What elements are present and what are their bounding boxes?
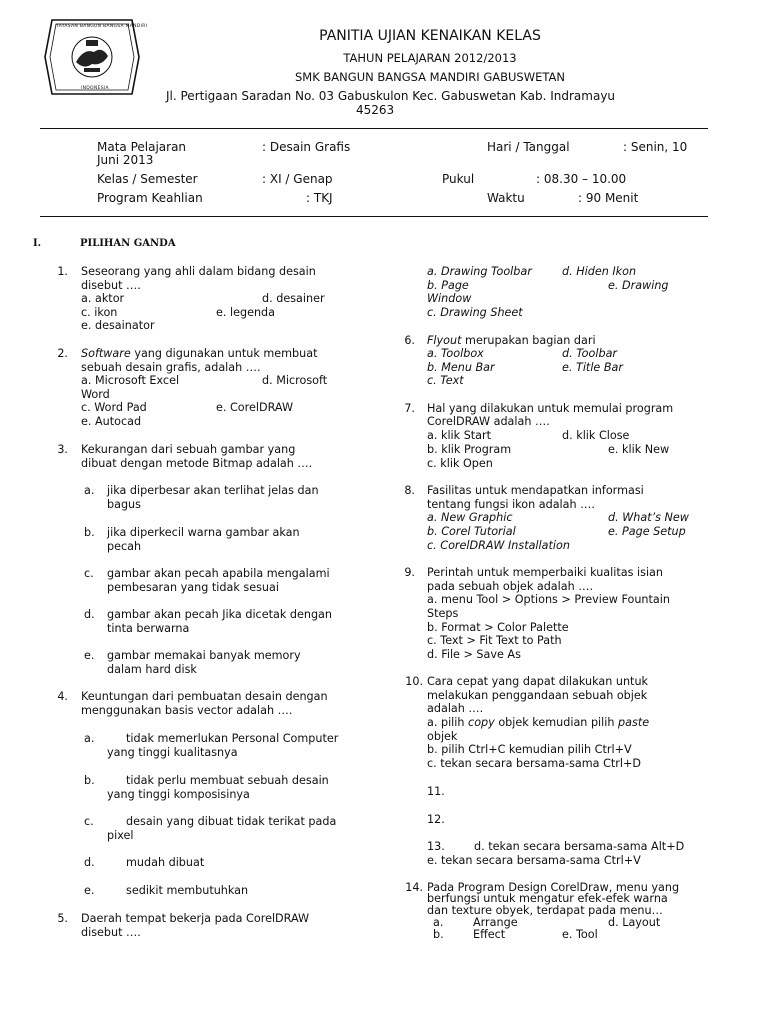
option-text: jika diperbesar akan terlihat jelas dan (107, 484, 319, 497)
option-a-term: copy (468, 716, 495, 729)
school-year: TAHUN PELAJARAN 2012/2013 (343, 51, 517, 65)
question-text: Kekurangan dari sebuah gambar yang (81, 443, 296, 456)
question-text: melakukan penggandaan sebuah objek (427, 689, 648, 702)
option-b: b. Corel Tutorial (427, 525, 516, 538)
option-c: c. ikon (81, 306, 118, 319)
question-text: pada sebuah objek adalah …. (427, 580, 594, 593)
option-a: a. aktor (81, 292, 125, 305)
option-text: yang tinggi komposisinya (107, 788, 250, 801)
option-text: desain yang dibuat tidak terikat pada (126, 815, 337, 828)
option-a-cont: objek (427, 730, 458, 743)
option-text: tinta berwarna (107, 622, 190, 635)
option-a: a. menu Tool > Options > Preview Fountain (427, 593, 670, 606)
option-c: c. CorelDRAW Installation (427, 539, 570, 552)
option-letter: a. (84, 732, 95, 745)
option-e: e. Tool (562, 928, 598, 941)
question-text (427, 334, 596, 348)
option-letter: d. (84, 856, 95, 869)
question-text: tentang fungsi ikon adalah …. (427, 498, 595, 511)
duration-label: Waktu (487, 191, 525, 205)
duration-value: : 90 Menit (578, 191, 639, 205)
option-b: b. klik Program (427, 443, 512, 456)
committee-title: PANITIA UJIAN KENAIKAN KELAS (319, 28, 541, 44)
question-text: CorelDRAW adalah …. (427, 415, 550, 428)
option-a: a. Toolbox (427, 347, 484, 360)
option-e: e. Page Setup (608, 525, 686, 538)
question-text: disebut …. (81, 279, 141, 292)
option-text: sedikit membutuhkan (126, 884, 249, 897)
option-c: c. tekan secara bersama-sama Ctrl+D (427, 757, 641, 770)
class-value: : XI / Genap (262, 172, 333, 186)
option-d: d. Microsoft (262, 374, 328, 387)
option-text: yang tinggi kualitasnya (107, 746, 238, 759)
question-term: Flyout (427, 334, 462, 347)
question-number: 13. (427, 840, 445, 853)
option-a-term: paste (618, 716, 650, 729)
option-d-cont: Word (81, 388, 110, 401)
question-text: dibuat dengan metode Bitmap adalah …. (81, 457, 313, 470)
date-value-cont: Juni 2013 (97, 153, 154, 167)
question-number: 2. (57, 347, 68, 360)
question-text: disebut …. (81, 926, 141, 939)
time-value: : 08.30 – 10.00 (536, 172, 627, 186)
option-a: a. klik Start (427, 429, 492, 442)
option-e2: e. desainator (81, 319, 155, 332)
info-divider (40, 216, 708, 217)
option-letter: a. (84, 484, 95, 497)
option-b: b. Format > Color Palette (427, 621, 569, 634)
option-c: c. Drawing Sheet (427, 306, 523, 319)
option-a: a. Microsoft Excel (81, 374, 180, 387)
option-e: e. Drawing (608, 279, 669, 292)
option-text: gambar memakai banyak memory (107, 649, 301, 662)
question-text: Pada Program Design CorelDraw, menu yang (427, 881, 680, 894)
option-a (427, 716, 649, 730)
question-number: 6. (404, 334, 415, 347)
option-c: c. Text > Fit Text to Path (427, 634, 562, 647)
option-text: gambar akan pecah Jika dicetak dengan (107, 608, 332, 621)
subject-label: Mata Pelajaran (97, 140, 187, 154)
question-text: Hal yang dilakukan untuk memulai program (427, 402, 674, 415)
option-a: Arrange (473, 916, 518, 929)
school-postcode: 45263 (356, 103, 395, 117)
option-letter: d. (84, 608, 95, 621)
program-label: Program Keahlian (97, 191, 203, 205)
subject-value: : Desain Grafis (262, 140, 351, 154)
logo-text-bottom: INDONESIA (81, 86, 109, 91)
class-label: Kelas / Semester (97, 172, 198, 186)
option-b: b. pilih Ctrl+C kemudian pilih Ctrl+V (427, 743, 632, 756)
program-value: : TKJ (306, 191, 333, 205)
option-text: gambar akan pecah apabila mengalami (107, 567, 330, 580)
option-letter: a. (433, 916, 444, 929)
question-text: Seseorang yang ahli dalam bidang desain (81, 265, 316, 278)
option-b: b. Menu Bar (427, 361, 495, 374)
question-number: 1. (57, 265, 68, 278)
option-d: d. tekan secara bersama-sama Alt+D (474, 840, 685, 853)
option-letter: b. (84, 774, 95, 787)
option-d: d. File > Save As (427, 648, 521, 661)
question-number: 3. (57, 443, 68, 456)
option-text: pixel (107, 829, 134, 842)
header-divider (40, 128, 708, 129)
option-e: e. Title Bar (562, 361, 624, 374)
option-letter: e. (84, 884, 95, 897)
option-e-cont: Window (427, 292, 472, 305)
option-d: d. Layout (608, 916, 661, 929)
question-text-rest: yang digunakan untuk membuat (130, 347, 318, 360)
question-text: Fasilitas untuk mendapatkan informasi (427, 484, 644, 497)
option-text: bagus (107, 498, 141, 511)
section-number: I. (33, 238, 42, 249)
option-e: e. klik New (608, 443, 670, 456)
question-text: Perintah untuk memperbaiki kualitas isian (427, 566, 663, 579)
question-term: Software (81, 347, 131, 360)
option-letter: b. (84, 526, 95, 539)
option-d: d. Toolbar (562, 347, 618, 360)
question-text: dan texture obyek, terdapat pada menu… (427, 904, 663, 917)
time-label: Pukul (442, 172, 475, 186)
option-b: Effect (473, 928, 506, 941)
option-e: e. tekan secara bersama-sama Ctrl+V (427, 854, 641, 867)
option-e: e. CorelDRAW (216, 401, 294, 414)
question-text: Daerah tempat bekerja pada CorelDRAW (81, 912, 310, 925)
question-text (81, 347, 317, 361)
school-logo (44, 18, 140, 96)
question-number: 7. (404, 402, 415, 415)
option-text: tidak memerlukan Personal Computer (126, 732, 339, 745)
option-e: e. legenda (216, 306, 276, 319)
option-d: d. klik Close (562, 429, 630, 442)
option-c: c. klik Open (427, 457, 493, 470)
option-letter: b. (433, 928, 444, 941)
date-value: : Senin, 10 (623, 140, 688, 154)
school-name: SMK BANGUN BANGSA MANDIRI GABUSWETAN (295, 70, 565, 84)
date-label: Hari / Tanggal (487, 140, 570, 154)
option-c: c. Text (427, 374, 464, 387)
option-text: dalam hard disk (107, 663, 197, 676)
option-letter: c. (84, 567, 94, 580)
question-text-rest: merupakan bagian dari (461, 334, 596, 347)
question-text: sebuah desain grafis, adalah …. (81, 361, 261, 374)
option-e2: e. Autocad (81, 415, 142, 428)
section-title: PILIHAN GANDA (80, 238, 176, 249)
option-a: a. Drawing Toolbar (427, 265, 532, 278)
option-a: a. New Graphic (427, 511, 513, 524)
question-text: menggunakan basis vector adalah …. (81, 704, 293, 717)
option-text: jika diperkecil warna gambar akan (107, 526, 300, 539)
option-text: mudah dibuat (126, 856, 205, 869)
option-c: c. Word Pad (81, 401, 147, 414)
option-d: d. desainer (262, 292, 325, 305)
option-text: pecah (107, 540, 142, 553)
option-b: b. Page (427, 279, 469, 292)
question-number: 8. (404, 484, 415, 497)
option-a-part: a. pilih (427, 716, 469, 729)
option-text: pembesaran yang tidak sesuai (107, 581, 279, 594)
option-a-cont: Steps (427, 607, 459, 620)
option-letter: e. (84, 649, 95, 662)
option-a-part: objek kemudian pilih (494, 716, 619, 729)
question-11-number: 11. (427, 785, 445, 798)
question-number: 4. (57, 690, 68, 703)
question-12-number: 12. (427, 813, 445, 826)
option-letter: c. (84, 815, 94, 828)
school-address: Jl. Pertigaan Saradan No. 03 Gabuskulon Kec. Gabuswetan Kab. Indramayu (166, 89, 616, 103)
option-d: d. What’s New (608, 511, 689, 524)
question-text: adalah …. (427, 702, 484, 715)
question-text: Keuntungan dari pembuatan desain dengan (81, 690, 328, 703)
question-number: 10. (405, 675, 423, 688)
question-text: Cara cepat yang dapat dilakukan untuk (427, 675, 649, 688)
question-number: 9. (404, 566, 415, 579)
question-number: 5. (57, 912, 68, 925)
logo-text-top: YAYASAN BANGUN BANGSA MANDIRI (56, 24, 148, 29)
question-number: 14. (405, 881, 423, 894)
option-text: tidak perlu membuat sebuah desain (126, 774, 329, 787)
option-d: d. Hiden Ikon (562, 265, 637, 278)
question-text: berfungsi untuk mengatur efek-efek warna (427, 892, 668, 905)
